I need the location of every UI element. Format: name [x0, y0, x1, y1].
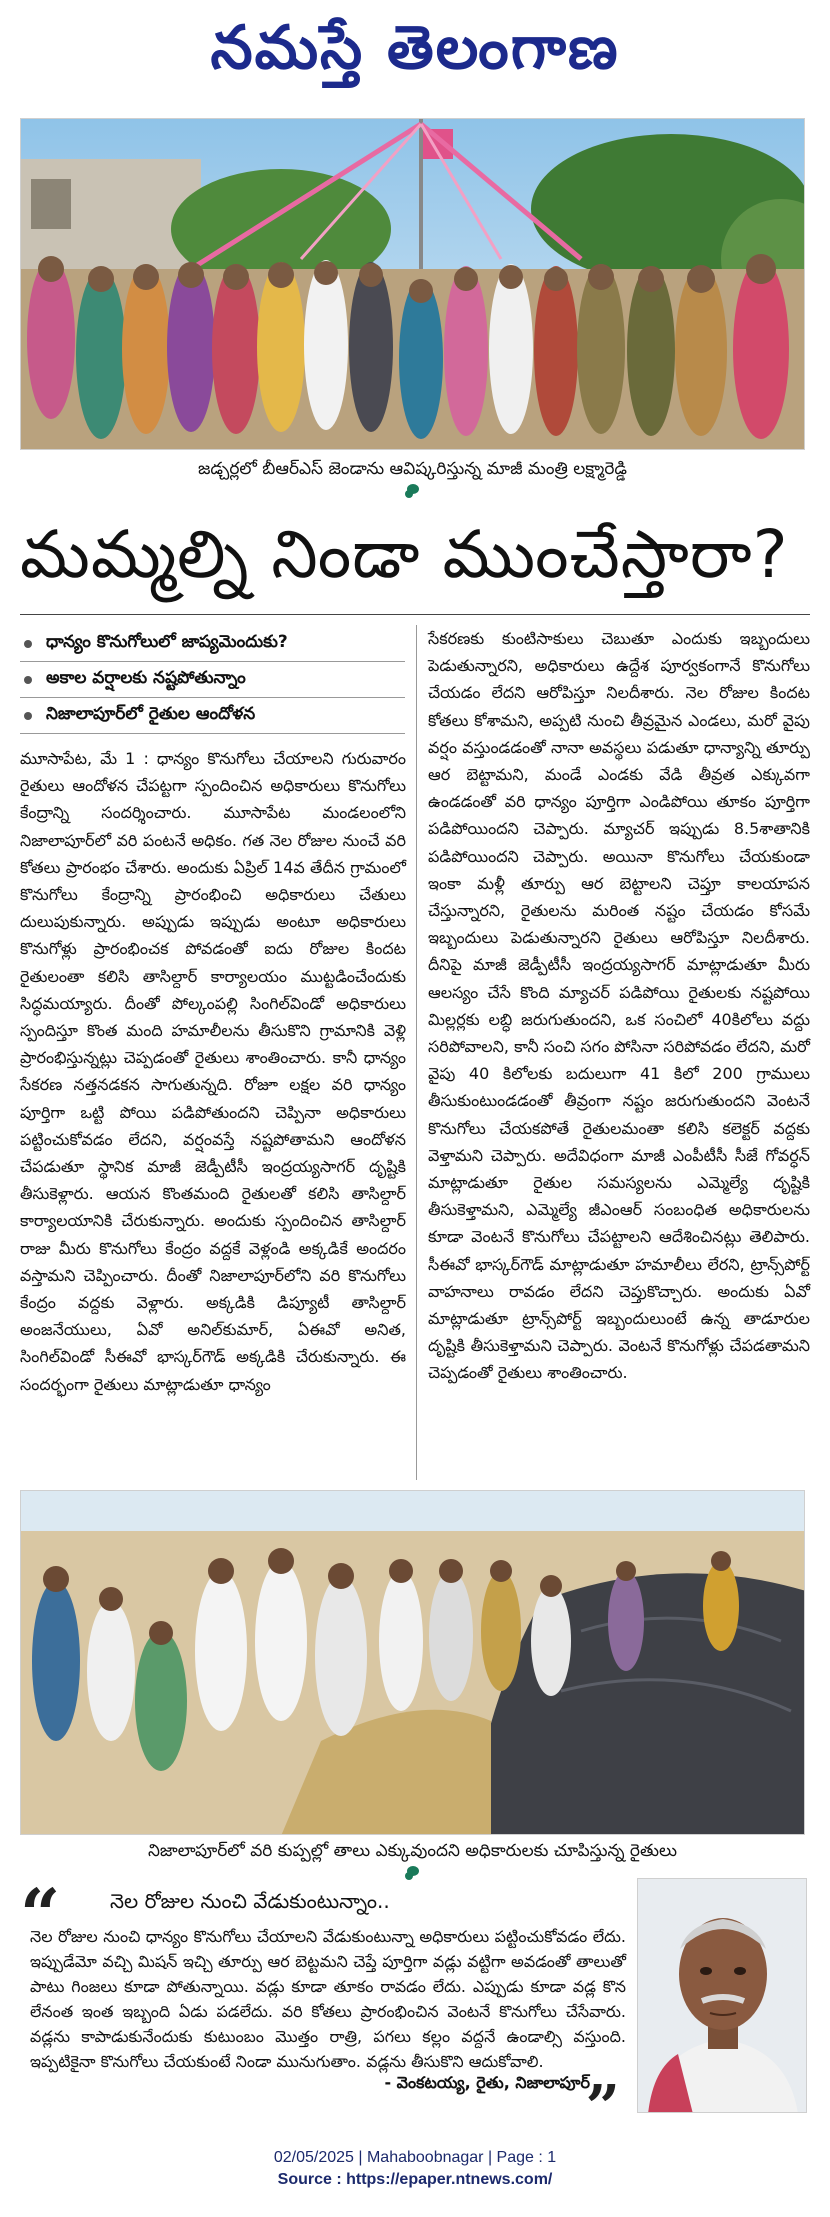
source-link[interactable]: Source : https://epaper.ntnews.com/ [277, 2171, 553, 2188]
bullet-dot-icon [24, 712, 32, 720]
bullet-text: నిజాలాపూర్‌లో రైతుల ఆందోళన [46, 703, 256, 724]
headline-divider [20, 614, 810, 615]
farmer-quote-box [20, 1873, 630, 2143]
newspaper-title: నమస్తే తెలంగాణ [210, 13, 620, 83]
top-photo-caption: జడ్చర్లలో బీఆర్ఎస్ జెండాను ఆవిష్కరిస్తున్న మాజీ మంత్రి లక్ష్మారెడ్డి [197, 459, 627, 479]
article-right-column: సేకరణకు కుంటిసాకులు చెబుతూ ఎందుకు ఇబ్బందులు పెడుతున్నారని, అధికారులు ఉద్దేశ పూర్వకంగానే కొనుగోలు చేయడం లేదని ఆరోపిస్తూ నిలదీశారు. నెల రోజుల కిందట కోతలు కోశామని, అప్పటి నుంచి తీవ్రమైన ఎండలు, మరో వైపు వర్షం వస్తుండడంతో నానా అవస్థలు పడుతూ ధాన్యాన్ని తూర్పు ఆర బెట్టామని, మండే ఎండకు వేడి తీవ్రత ఎక్కువగా ఉండడంతో వరి ధాన్యం పూర్తిగా ఎండిపోయి తూకం పూర్తిగా పడిపోయిందని చెప్పారు. మ్యాచర్ ఇప్పుడు 8.5శాతానికి పడిపోయిందని చెప్పారు. అయినా కొనుగోలు చేయకుండా ఇంకా మళ్లీ తూర్పు ఆర బెట్టాలని చెప్తూ కాలయాపన చేస్తున్నారని, రైతులను మరింత నష్టం చేయడం కోసమే ఇబ్బందులు పెడుతున్నారని రైతులు ఆరోపిస్తూ నిలదీశారు. దీనిపై మాజీ జెడ్పీటీసీ ఇంద్రయ్యసాగర్ మాట్లాడుతూ మీరు ఆలస్యం చేసే కొంది మ్యాచర్ పడిపోయి రైతులకు నష్టపోయి మిల్లర్లకు లబ్ధి జరుగుతుందని, ఒక సంచిలో 40కిలోలు వద్దు సరిపోవాలని, కానీ సంచి సగం పోసినా సరిపోవడం లేదని, మరో వైపు 40 కిలోలకు బదులుగా 41 కిలో 200 గ్రాములు తీసుకుంటుండడంతో తీవ్రంగా నష్టం జరుగుతుందని వెంటనే కొనుగోలు చేయకపోతే రైతులమంతా కలిసి కలెక్టర్ వద్దకు వెళ్తామని చెప్పారు. అదేవిధంగా మాజీ ఎంపీటీసీ సీజే గోవర్ధన్ మాట్లాడుతూ రైతుల సమస్యలను ఎమ్మెల్యే దృష్టికి తీసుకెళ్తామని, ఎమ్మెల్యే జీఎంఆర్ సంబంధిత అధికారులను కూడా వెంటనే కొనుగోలు చేపట్టాలని ఆదేశించినట్లు తెలిపారు. సీఈవో భాస్కర్‌గౌడ్ మాట్లాడుతూ హమాలీలు లేరని, ట్రాన్స్‌పోర్ట్ వాహనాలు రావడం లేదని చెప్తుకొచ్చారు. అందుకు ఏవో మాట్లాడుతూ ట్రాన్స్‌పోర్ట్ ఇబ్బందులుంటే ఉన్న తాడూరుల దృష్టికి తీసుకెళ్తామని చెప్పారు. వెంటనే కొనుగోళ్లు చేపడతామని చెప్పడంతో రైతులు శాంతించారు. [428, 629, 810, 1383]
edition-line: 02/05/2025 | Mahaboobnagar | Page : 1 [273, 2149, 557, 2166]
quote-open-icon: “ [20, 1873, 61, 1956]
caption-ornament-icon [405, 1866, 421, 1880]
bullet-text: అకాల వర్షాలకు నష్టపోతున్నాం [46, 667, 246, 688]
bullet-item [20, 662, 405, 698]
bullet-item [20, 698, 405, 734]
middle-photo [20, 1490, 805, 1835]
bullet-dot-icon [24, 640, 32, 648]
quote-title: నెల రోజుల నుంచి వేడుకుంటున్నాం.. [110, 1889, 390, 1913]
column-divider [416, 625, 417, 1480]
masthead [0, 0, 830, 110]
bullet-dot-icon [24, 676, 32, 684]
top-photo [20, 118, 805, 450]
quote-close-icon: ” [585, 2073, 620, 2143]
bullet-item [20, 626, 405, 662]
headline: మమ్మల్ని నిండా ముంచేస్తారా? [20, 516, 789, 593]
caption-ornament-icon [405, 484, 421, 498]
quote-attribution: - వెంకటయ్య, రైతు, నిజాలాపూర్ [384, 2073, 590, 2092]
quote-text: నెల రోజుల నుంచి ధాన్యం కొనుగోలు చేయాలని వేడుకుంటున్నా అధికారులు పట్టించుకోవడం లేదు. ఇప్పుడేమో వచ్చి మిషన్ ఇచ్చి తూర్పు ఆర బెట్టమని చెప్తే పూర్తిగా వడ్లు వట్టిగా అవడంతో తాలుతో పాటు గింజలు కూడా పోతున్నాయి. వడ్లు కూడా తూకం రావడం లేదు. ఎప్పుడు కూడా వడ్ల కొన లేనంత ఇంత ఇబ్బంది ఏడు పడలేదు. వరి కోతలు ప్రారంభించిన వెంటనే కొనుగోలు చేసేవారు. వడ్లను కాపాడుకునేందుకు కుటుంబం మొత్తం రాత్రి, పగలు కల్లం వద్దనే ఉండాల్సి వస్తుంది. ఇప్పటికైనా కొనుగోలు చేయకుంటే నిండా మునుగుతాం. వడ్లను తీసుకొని ఆదుకోవాలి. [30, 1927, 626, 2071]
middle-photo-caption: నిజాలాపూర్‌లో వరి కుప్పల్లో తాలు ఎక్కువుందని అధికారులకు చూపిస్తున్న రైతులు [147, 1841, 677, 1861]
article-left-column: మూసాపేట, మే 1 : ధాన్యం కొనుగోలు చేయాలని గురువారం రైతులు ఆందోళన చేపట్టగా స్పందించిన అధికారులు కొనుగోలు కేంద్రాన్ని సందర్శించారు. మూసాపేట మండలంలోని నిజాలాపూర్‌లో వరి పంటనే అధికం. గత నెల రోజుల నుంచే వరి కోతలు ప్రారంభం చేశారు. అందుకు ఏప్రిల్ 14వ తేదీన గ్రామంలో కొనుగోలు కేంద్రాన్ని ప్రారంభించి అధికారులు చేతులు దులుపుకున్నారు. అప్పుడు ఇప్పుడు అంటూ అధికారులు కొనుగోళ్లు ప్రారంభించక పోవడంతో ఐదు రోజుల కిందట రైతులంతా కలిసి తాసిల్దార్ కార్యాలయం ముట్టడించేందుకు సిద్ధమయ్యారు. దీంతో పోల్కంపల్లి సింగిల్‌విండో అధికారులు స్పందిస్తూ కొంత మంది హమాలీలను తీసుకొని గ్రామానికి వెళ్లి ప్రారంభిస్తున్నట్లు చెప్పడంతో రైతులు శాంతించారు. కానీ ధాన్యం సేకరణ నత్తనడకన సాగుతున్నది. రోజూ లక్షల వరి ధాన్యం పూర్తిగా ఒట్టి పోయి పడిపోతుందని చెప్పినా అధికారులు పట్టించుకోవడం లేదని, వర్షంవస్తే నష్టపోతామని ఆందోళన చేపడుతూ స్థానిక మాజీ జెడ్పీటీసీ ఇంద్రయ్యసాగర్ దృష్టికి తీసుకెళ్లారు. ఆయన కొంతమంది రైతులతో కలిసి తాసిల్దార్ కార్యాలయానికి చేరుకున్నారు. అందుకు స్పందించిన తాసిల్దార్ రాజు మీరు కొనుగోలు కేంద్రం వద్దకే వెళ్లండి అక్కడికే అందరం వస్తామని చెప్పించారు. దీంతో నిజాలాపూర్‌లోని వరి కొనుగోలు కేంద్రం వద్దకు వెళ్లారు. అక్కడికి డిప్యూటీ తాసిల్దార్ అంజనేయులు, ఏవో అనిల్‌కుమార్, ఏఈవో అనిత, సింగిల్‌విండో సీఈవో భాస్కర్‌గౌడ్ అక్కడికి చేరుకున్నారు. ఈ సందర్భంగా రైతులు మాట్లాడుతూ ధాన్యం [20, 749, 406, 1394]
subheadline-bullets [20, 626, 405, 734]
page-footer [0, 2147, 830, 2191]
farmer-portrait-photo [637, 1878, 807, 2113]
bullet-text: ధాన్యం కొనుగోలులో జాప్యమెందుకు? [46, 631, 288, 652]
